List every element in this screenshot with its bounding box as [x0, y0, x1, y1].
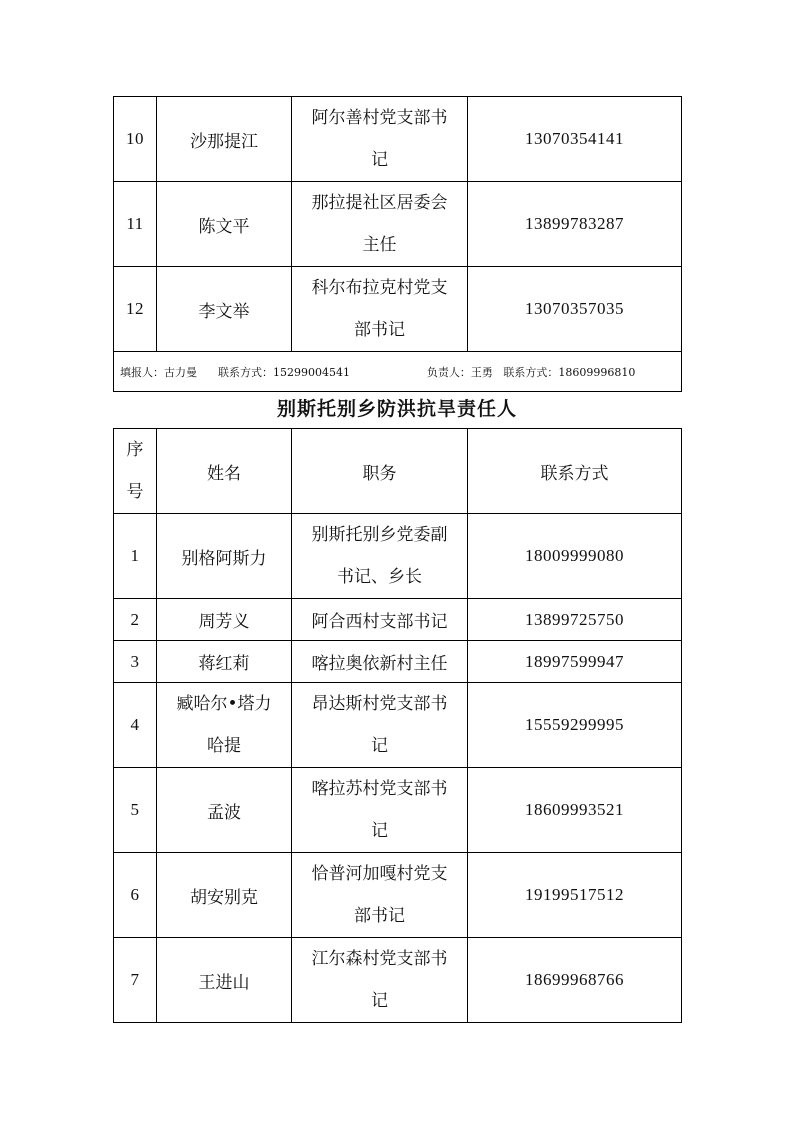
phone-number: 13070357035 — [468, 267, 682, 352]
header-contact: 联系方式 — [468, 429, 682, 514]
phone-number: 13070354141 — [468, 97, 682, 182]
table-row — [114, 97, 682, 182]
table-row — [114, 514, 682, 599]
duty-cell — [292, 938, 468, 1023]
duty-line: 科尔布拉克村党支 — [311, 278, 448, 298]
table-row — [114, 182, 682, 267]
duty-line: 恰普河加嘎村党支 — [311, 864, 448, 884]
table-row — [114, 938, 682, 1023]
header-row — [114, 429, 682, 514]
table-row — [114, 683, 682, 768]
duty-line: 别斯托别乡党委副 — [311, 525, 448, 545]
header-number — [114, 429, 157, 514]
header-text: 序 — [126, 440, 144, 460]
duty-line: 阿尔善村党支部书 — [311, 108, 448, 128]
duty-line: 部书记 — [354, 320, 405, 340]
table-footer — [114, 352, 682, 392]
name-line: 哈提 — [207, 736, 241, 756]
filler-contact: 联系方式：15299004541 — [217, 365, 350, 379]
duty-line: 主任 — [362, 235, 397, 255]
row-number: 6 — [114, 853, 157, 938]
duty-cell — [292, 182, 468, 267]
row-number: 3 — [114, 641, 157, 683]
contact-table-1 — [113, 96, 682, 392]
table-row — [114, 599, 682, 641]
row-number: 11 — [114, 182, 157, 267]
head-contact: 联系方式：18609996810 — [503, 365, 636, 379]
phone-number: 13899725750 — [468, 599, 682, 641]
table-row — [114, 768, 682, 853]
person-name: 陈文平 — [157, 182, 292, 267]
duty-cell — [292, 768, 468, 853]
duty-cell: 喀拉奥依新村主任 — [292, 641, 468, 683]
duty-cell — [292, 267, 468, 352]
row-number: 5 — [114, 768, 157, 853]
row-number: 10 — [114, 97, 157, 182]
table-row — [114, 853, 682, 938]
duty-cell — [292, 853, 468, 938]
table-row — [114, 267, 682, 352]
duty-line: 喀拉苏村党支部书 — [311, 779, 448, 799]
phone-number: 19199517512 — [468, 853, 682, 938]
duty-cell — [292, 514, 468, 599]
row-number: 4 — [114, 683, 157, 768]
phone-number: 18699968766 — [468, 938, 682, 1023]
phone-number: 15559299995 — [468, 683, 682, 768]
header-text: 号 — [126, 482, 144, 502]
person-name: 胡安别克 — [157, 853, 292, 938]
footer-cell — [114, 352, 682, 392]
person-name: 王进山 — [157, 938, 292, 1023]
duty-line: 书记、乡长 — [337, 567, 422, 587]
row-number: 2 — [114, 599, 157, 641]
duty-line: 昂达斯村党支部书 — [311, 694, 448, 714]
person-name: 沙那提江 — [157, 97, 292, 182]
person-name: 别格阿斯力 — [157, 514, 292, 599]
duty-line: 记 — [371, 821, 388, 841]
duty-cell — [292, 683, 468, 768]
phone-number: 18609993521 — [468, 768, 682, 853]
person-name: 孟波 — [157, 768, 292, 853]
name-line: 臧哈尔•塔力 — [176, 694, 272, 714]
person-name: 周芳义 — [157, 599, 292, 641]
person-name — [157, 683, 292, 768]
row-number: 1 — [114, 514, 157, 599]
filler-label: 填报人：古力曼 — [120, 365, 197, 379]
row-number: 7 — [114, 938, 157, 1023]
person-name: 蒋红莉 — [157, 641, 292, 683]
contact-table-2 — [113, 428, 682, 1023]
phone-number: 13899783287 — [468, 182, 682, 267]
duty-line: 那拉提社区居委会 — [311, 193, 448, 213]
person-name: 李文举 — [157, 267, 292, 352]
duty-cell — [292, 97, 468, 182]
header-name: 姓名 — [157, 429, 292, 514]
table-row — [114, 641, 682, 683]
duty-cell: 阿合西村支部书记 — [292, 599, 468, 641]
phone-number: 18997599947 — [468, 641, 682, 683]
section-title: 别斯托别乡防洪抗旱责任人 — [276, 398, 517, 420]
head-label: 负责人：王勇 — [426, 365, 493, 379]
duty-line: 江尔森村党支部书 — [311, 949, 448, 969]
row-number: 12 — [114, 267, 157, 352]
duty-line: 记 — [371, 736, 388, 756]
header-duty: 职务 — [292, 429, 468, 514]
phone-number: 18009999080 — [468, 514, 682, 599]
duty-line: 记 — [371, 991, 388, 1011]
duty-line: 记 — [371, 150, 388, 170]
duty-line: 部书记 — [354, 906, 405, 926]
